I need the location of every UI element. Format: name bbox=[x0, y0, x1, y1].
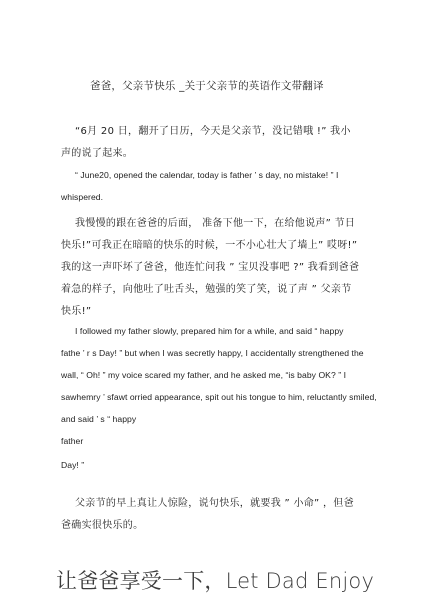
line-11: fathe ’ r s Day! ” but when I was secretly happy, I accidentally strengthened the bbox=[61, 348, 364, 358]
document-title: 爸爸，父亲节快乐 _关于父亲节的英语作文带翻译 bbox=[90, 80, 324, 92]
line-8: 着急的样子，向他吐了吐舌头，勉强的笑了笑，说了声 ” 父亲节 bbox=[61, 284, 352, 295]
line-14: and said ’ s “ happy bbox=[61, 414, 137, 424]
line-2: 声的说了起来。 bbox=[61, 148, 134, 159]
line-10: I followed my father slowly, prepared him for a while, and said “ happy bbox=[75, 326, 344, 336]
line-9: 快乐!” bbox=[61, 306, 92, 317]
line-12: wall, “ Oh! ” my voice scared my father, and he asked me, “is baby OK? ” I bbox=[61, 370, 347, 380]
line-16: Day! ” bbox=[61, 460, 85, 470]
line-6: 快乐!”可我正在暗暗的快乐的时候，一不小心壮大了墙上” 哎呀!” bbox=[61, 240, 358, 251]
line-1: “6月 20 日，翻开了日历，今天是父亲节，没记错哦 !” 我小 bbox=[75, 126, 351, 137]
line-3: “ June20, opened the calendar, today is father ’ s day, no mistake! ” I bbox=[75, 170, 339, 180]
line-4: whispered. bbox=[61, 192, 104, 202]
line-18: 爸确实很快乐的。 bbox=[61, 520, 144, 531]
caption-overlay: 让爸爸享受一下，Let Dad Enjoy bbox=[56, 569, 375, 593]
line-7: 我的这一声吓坏了爸爸，他连忙问我 ” 宝贝没事吧 ?” 我看到爸爸 bbox=[61, 262, 360, 273]
line-17: 父亲节的早上真让人惊险，说句快乐，就要我 ” 小命” ，但爸 bbox=[75, 498, 354, 509]
line-5: 我慢慢的跟在爸爸的后面， 准备下他一下，在给他说声” 节日 bbox=[75, 218, 356, 229]
line-13: sawhemry ’ sfawt orried appearance, spit out his tongue to him, reluctantly smiled, bbox=[61, 392, 377, 402]
line-15: father bbox=[61, 436, 84, 446]
